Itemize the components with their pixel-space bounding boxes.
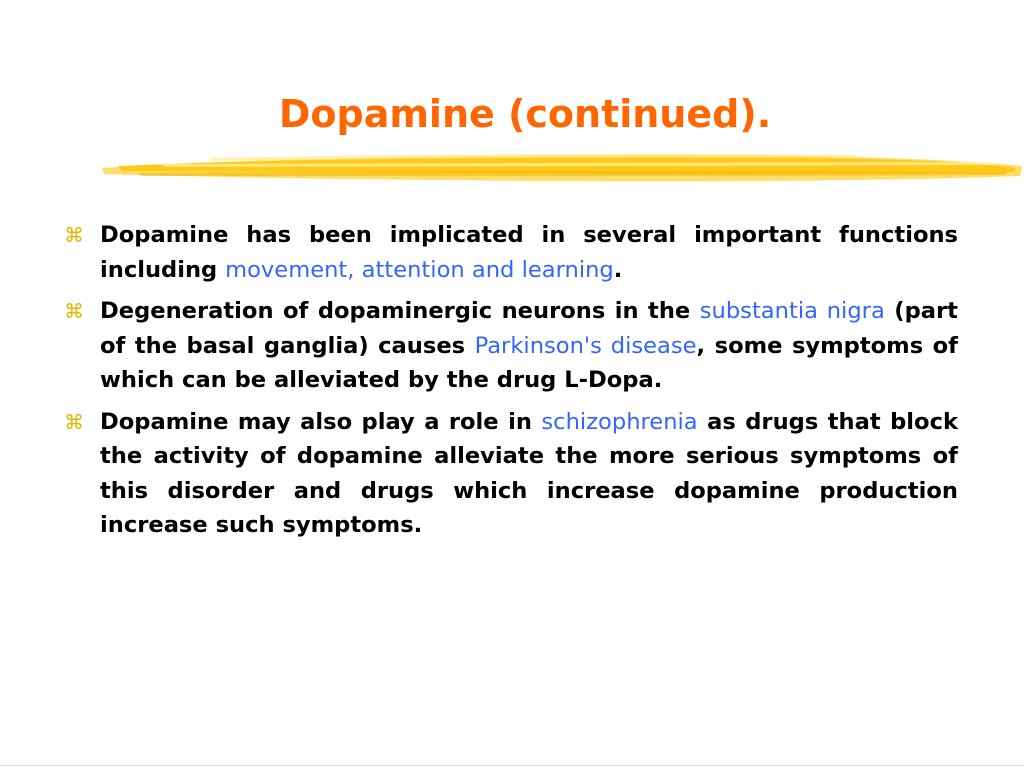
highlighted-term: Parkinson's disease <box>474 332 697 359</box>
bullet-text-span: . <box>613 256 623 283</box>
bullet-text <box>100 222 958 283</box>
bullet-text-span: , some symptoms of which can be alleviated by the drug L-Dopa. <box>100 332 959 393</box>
bullet-text <box>100 409 958 539</box>
bullet-item <box>62 218 958 287</box>
bullet-item <box>62 405 958 543</box>
command-key-icon: ⌘ <box>64 409 84 434</box>
command-key-icon: ⌘ <box>64 299 84 323</box>
bullet-text-span: Dopamine has been implicated in several important functions including <box>100 222 958 283</box>
bottom-divider <box>0 765 1024 766</box>
title-underline-brush <box>98 146 1024 188</box>
bullet-text-span: (part of the basal ganglia) causes <box>100 298 958 359</box>
slide-title: Dopamine (continued). <box>278 92 772 136</box>
bullet-text <box>100 298 958 393</box>
highlighted-term: movement, attention and learning <box>225 256 614 283</box>
highlighted-term: substantia nigra <box>699 298 885 324</box>
bullet-text-span: Dopamine may also play a role in <box>100 408 542 435</box>
command-key-icon: ⌘ <box>64 223 84 247</box>
bullet-text-span: Degeneration of dopaminergic neurons in the <box>100 298 700 324</box>
bullet-item <box>62 294 958 398</box>
highlighted-term: schizophrenia <box>541 408 698 435</box>
bullet-text-span: as drugs that block the activity of dopamine alleviate the more serious symptoms of this disorder and drugs which increase dopamine production increase such symptoms. <box>100 408 958 538</box>
bullet-list <box>62 218 958 550</box>
